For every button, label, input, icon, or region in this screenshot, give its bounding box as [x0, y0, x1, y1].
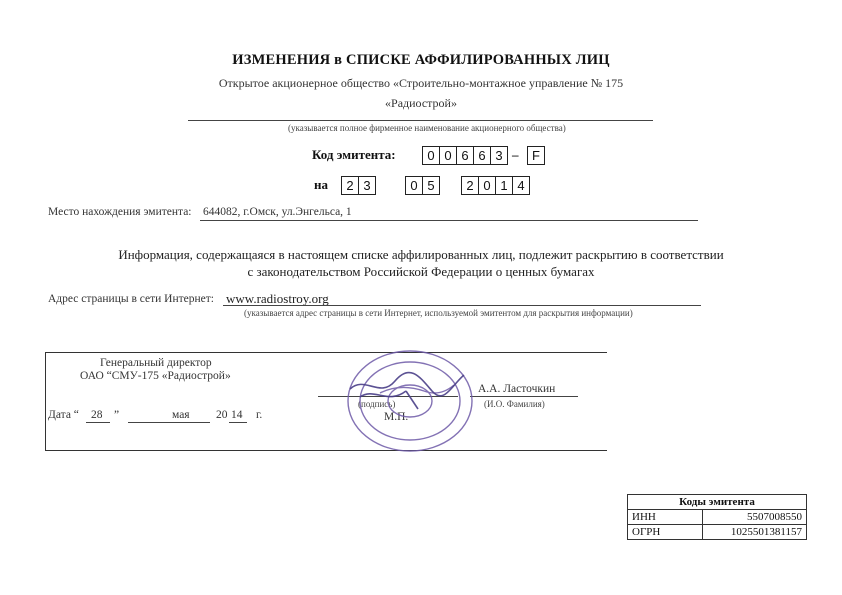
signature-block-bottom-border: [45, 450, 607, 451]
date-digit: 0: [479, 177, 496, 194]
codes-key: ИНН: [632, 511, 656, 523]
website-caption: (указывается адрес страницы в сети Интернет, используемой эмитентом для раскрытия информации): [244, 308, 633, 318]
signer-position-line1: Генеральный директор: [100, 357, 212, 369]
signature-date-month: мая: [172, 409, 190, 421]
date-day-rule: [86, 422, 110, 423]
location-label: Место нахождения эмитента:: [48, 206, 192, 218]
date-digit: 2: [462, 177, 479, 194]
issuer-code-dash: –: [512, 147, 519, 162]
disclosure-notice-line1: Информация, содержащаяся в настоящем списке аффилированных лиц, подлежит раскрытию в соответствии: [118, 247, 724, 262]
table-row: [628, 510, 806, 525]
signer-position-line2: ОАО “СМУ-175 «Радиострой»: [80, 370, 231, 382]
website-rule: [223, 305, 701, 306]
date-digit: 1: [496, 177, 513, 194]
date-digit: 0: [406, 177, 423, 194]
issuer-code-digit: 6: [474, 147, 491, 164]
date-day-boxes: [341, 176, 376, 195]
location-value: 644082, г.Омск, ул.Энгельса, 1: [203, 206, 352, 218]
date-digit: 5: [427, 178, 435, 193]
disclosure-notice-line2: с законодательством Российской Федерации о ценных бумагах: [247, 264, 595, 279]
handwritten-signature-icon: [350, 372, 464, 409]
location-rule: [200, 220, 698, 221]
stamp-mark: М.П.: [384, 411, 409, 423]
table-row: [628, 525, 806, 539]
issuer-code-boxes: [422, 146, 508, 165]
website-label: Адрес страницы в сети Интернет:: [48, 293, 214, 305]
website-link[interactable]: www.radiostroy.org: [226, 291, 329, 306]
signature-date-year-prefix: 20: [216, 409, 228, 421]
date-year-rule: [229, 422, 247, 423]
signature-date-year-suffix: 14: [231, 409, 243, 421]
date-digit: 3: [363, 178, 371, 193]
issuer-code-label: Код эмитента:: [312, 147, 396, 162]
issuer-code-digit: 3: [495, 148, 503, 163]
date-year-boxes: [461, 176, 530, 195]
company-name-line1: Открытое акционерное общество «Строительно-монтажное управление № 175: [218, 76, 624, 90]
date-label: на: [314, 177, 328, 192]
document-title: ИЗМЕНЕНИЯ в СПИСКЕ АФФИЛИРОВАННЫХ ЛИЦ: [232, 52, 610, 68]
signature-date-prefix: Дата “: [48, 409, 79, 421]
signature-date-year-unit: г.: [256, 409, 263, 421]
company-name-caption: (указывается полное фирменное наименование акционерного общества): [288, 123, 566, 133]
signer-name-caption: (И.О. Фамилия): [484, 399, 545, 409]
signature-date-quote: ”: [114, 409, 120, 421]
codes-value: 5507008550: [702, 510, 806, 524]
issuer-code-suffix: F: [532, 148, 540, 163]
issuer-code-digit: 6: [457, 147, 474, 164]
date-month-rule: [128, 422, 210, 423]
date-digit: 2: [342, 177, 359, 194]
signer-name: А.А. Ласточкин: [478, 383, 556, 395]
codes-value: 1025501381157: [702, 525, 806, 539]
signature-caption: (подпись): [358, 399, 396, 409]
company-name-line2: «Радиострой»: [385, 96, 457, 110]
issuer-code-digit: 0: [423, 147, 440, 164]
date-digit: 4: [517, 178, 525, 193]
disclosure-notice: [0, 246, 842, 280]
signature-date-day: 28: [91, 409, 103, 421]
issuer-codes-title: Коды эмитента: [628, 495, 806, 510]
signer-name-rule: [470, 396, 578, 397]
issuer-code-digit: 0: [440, 147, 457, 164]
codes-key: ОГРН: [632, 526, 661, 538]
company-name-rule: [188, 120, 653, 121]
date-month-boxes: [405, 176, 440, 195]
company-seal-icon: [340, 345, 480, 455]
issuer-code-suffix-box: [527, 146, 545, 165]
issuer-codes-table: [627, 494, 807, 540]
